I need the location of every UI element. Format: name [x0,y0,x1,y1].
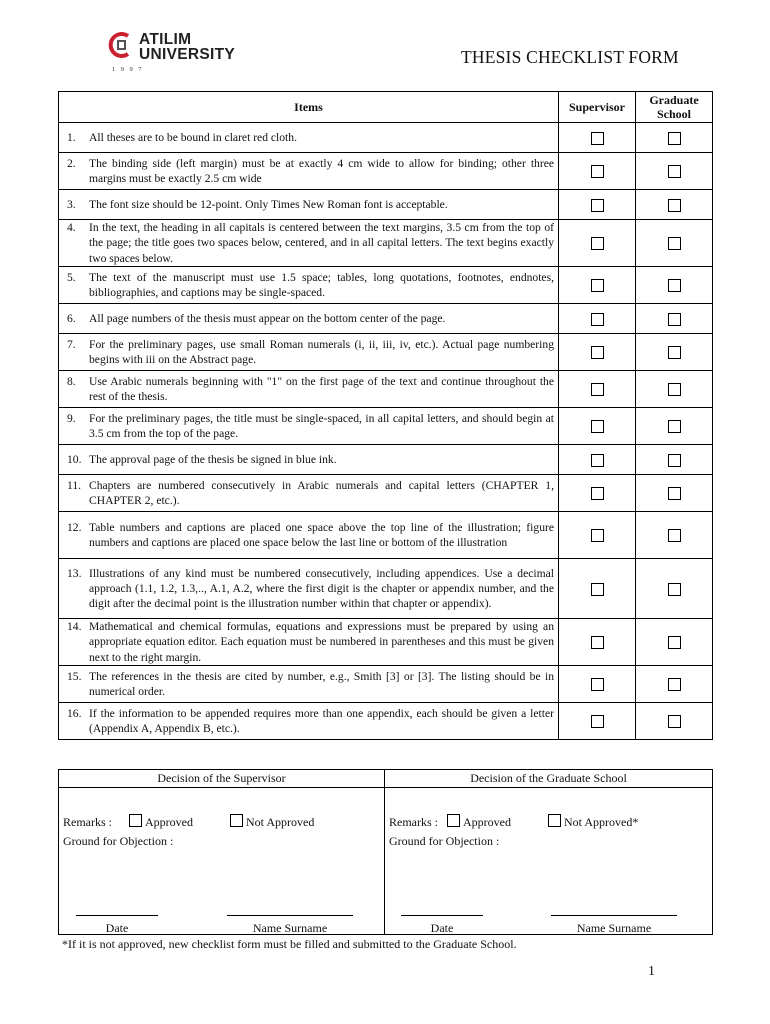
item-cell [59,371,559,408]
supervisor-cell [559,267,636,304]
checklist-table [58,91,713,740]
item-number: 2. [67,156,76,170]
graduate-approved-checkbox[interactable] [447,814,460,827]
graduate-school-cell [636,408,713,445]
item-text: The binding side (left margin) must be at exactly 4 cm wide to allow for binding; other three margins must be exactly 2.5 cm wide [89,156,554,185]
item-cell [59,445,559,475]
item-cell [59,559,559,619]
supervisor-checkbox[interactable] [591,583,604,596]
supervisor-checkbox[interactable] [591,420,604,433]
item-number: 4. [67,221,76,235]
supervisor-name-signature[interactable]: Name Surname [227,915,353,936]
item-cell [59,512,559,559]
table-row [59,304,713,334]
item-number: 11. [67,478,82,492]
supervisor-checkbox[interactable] [591,383,604,396]
table-row [59,190,713,220]
graduate-name-signature[interactable]: Name Surname [551,915,677,936]
graduate-decision-panel [385,788,713,935]
graduate-school-cell [636,371,713,408]
item-number: 12. [67,520,82,534]
supervisor-ground-label: Ground for Objection : [63,834,174,848]
university-name: ATILIM UNIVERSITY [139,31,236,63]
item-number: 16. [67,706,82,720]
table-row [59,666,713,703]
supervisor-header: Supervisor [559,92,636,123]
supervisor-checkbox[interactable] [591,346,604,359]
supervisor-checkbox[interactable] [591,199,604,212]
item-text: Illustrations of any kind must be numbered consecutively, including appendices. Use a decimal approach (1.1, 1.2, 1.3,.., A.1, A.2, where the first digit is the chapter or appendix number, and the digit after the decimal point is the illustration number within that chapter or appendix). [89,566,554,611]
item-number: 6. [67,311,76,325]
item-cell [59,334,559,371]
graduate-school-cell [636,267,713,304]
supervisor-checkbox[interactable] [591,313,604,326]
graduate-school-checkbox[interactable] [668,165,681,178]
item-number: 5. [67,270,76,284]
item-text: Mathematical and chemical formulas, equations and expressions must be prepared by using an appropriate equation editor. Each equation must be numbered in parentheses and this must be given next to the right margin. [89,620,554,664]
supervisor-decision-panel [59,788,385,935]
table-row [59,512,713,559]
item-cell [59,123,559,153]
table-row [59,334,713,371]
graduate-school-checkbox[interactable] [668,678,681,691]
supervisor-cell [559,334,636,371]
supervisor-cell [559,445,636,475]
graduate-remarks-row [389,814,638,830]
supervisor-cell [559,304,636,334]
table-row [59,445,713,475]
supervisor-cell [559,666,636,703]
item-cell [59,666,559,703]
graduate-school-checkbox[interactable] [668,487,681,500]
item-cell [59,475,559,512]
graduate-school-checkbox[interactable] [668,715,681,728]
supervisor-approved-checkbox[interactable] [129,814,142,827]
graduate-school-cell [636,220,713,267]
approved-label: Approved [145,815,193,829]
supervisor-cell [559,703,636,740]
supervisor-checkbox[interactable] [591,165,604,178]
graduate-school-cell [636,619,713,666]
supervisor-checkbox[interactable] [591,529,604,542]
supervisor-cell [559,559,636,619]
item-text: Use Arabic numerals beginning with "1" on the first page of the text and continue throughout the rest of the thesis. [89,374,554,403]
items-header: Items [59,92,559,123]
item-number: 1. [67,130,76,144]
supervisor-cell [559,408,636,445]
item-text: In the text, the heading in all capitals is centered between the text margins, 3.5 cm from the top of the page; the title goes two spaces below, centered, and in all capital letters. The text begins exactly two spaces below. [89,221,554,265]
supervisor-decision-title: Decision of the Supervisor [59,770,385,788]
table-row [59,220,713,267]
item-number: 10. [67,452,82,466]
graduate-ground-label: Ground for Objection : [389,834,500,848]
item-number: 13. [67,566,82,580]
graduate-school-cell [636,703,713,740]
form-title: THESIS CHECKLIST FORM [461,47,679,67]
graduate-school-checkbox[interactable] [668,132,681,145]
page-number: 1 [648,964,655,979]
item-cell [59,304,559,334]
item-text: The text of the manuscript must use 1.5 space; tables, long quotations, footnotes, endnotes, bibliographies, and captions may be single-spaced. [89,270,554,299]
table-row [59,703,713,740]
graduate-school-checkbox[interactable] [668,529,681,542]
graduate-school-checkbox[interactable] [668,636,681,649]
item-text: All page numbers of the thesis must appear on the bottom center of the page. [89,311,446,325]
graduate-school-checkbox[interactable] [668,383,681,396]
graduate-school-cell [636,190,713,220]
item-text: For the preliminary pages, use small Roman numerals (i, ii, iii, iv, etc.). Actual page numbering begins with iii on the Abstract page. [89,337,554,366]
item-cell [59,703,559,740]
graduate-school-cell [636,153,713,190]
graduate-date-signature[interactable]: Date [401,915,483,936]
supervisor-cell [559,619,636,666]
not-approved-label: Not Approved [246,815,315,829]
table-row [59,475,713,512]
item-cell [59,190,559,220]
item-number: 3. [67,197,76,211]
graduate-school-checkbox[interactable] [668,583,681,596]
graduate-school-cell [636,445,713,475]
not-approved-star-label: Not Approved* [564,815,639,829]
footnote: *If it is not approved, new checklist form must be filled and submitted to the Graduate School. [62,937,517,951]
graduate-not-approved-checkbox[interactable] [548,814,561,827]
item-cell [59,153,559,190]
supervisor-not-approved-checkbox[interactable] [230,814,243,827]
supervisor-checkbox[interactable] [591,454,604,467]
item-text: If the information to be appended requires more than one appendix, each should be given a letter (Appendix A, Appendix B, etc.). [89,706,554,735]
item-text: The approval page of the thesis be signed in blue ink. [89,452,337,466]
university-emblem-icon [108,32,134,58]
item-text: All theses are to be bound in claret red cloth. [89,130,297,144]
supervisor-cell [559,220,636,267]
supervisor-checkbox[interactable] [591,279,604,292]
item-number: 14. [67,620,82,634]
supervisor-checkbox[interactable] [591,636,604,649]
item-cell [59,220,559,267]
graduate-school-checkbox[interactable] [668,346,681,359]
supervisor-cell [559,190,636,220]
table-row [59,267,713,304]
supervisor-checkbox[interactable] [591,487,604,500]
graduate-school-checkbox[interactable] [668,454,681,467]
graduate-decision-title: Decision of the Graduate School [385,770,713,788]
supervisor-cell [559,371,636,408]
supervisor-date-signature[interactable]: Date [76,915,158,936]
graduate-school-cell [636,512,713,559]
item-number: 9. [67,411,76,425]
table-row [59,408,713,445]
graduate-school-checkbox[interactable] [668,279,681,292]
graduate-school-checkbox[interactable] [668,199,681,212]
graduate-school-cell [636,666,713,703]
graduate-school-checkbox[interactable] [668,420,681,433]
graduate-school-checkbox[interactable] [668,237,681,250]
supervisor-cell [559,475,636,512]
approved-label: Approved [463,815,511,829]
graduate-school-checkbox[interactable] [668,313,681,326]
supervisor-cell [559,123,636,153]
supervisor-cell [559,153,636,190]
decision-table [58,769,713,935]
item-number: 15. [67,669,82,683]
remarks-label: Remarks : [389,815,438,829]
graduate-school-cell [636,475,713,512]
item-cell [59,619,559,666]
table-row [59,153,713,190]
remarks-label: Remarks : [63,815,112,829]
university-logo [108,30,268,74]
item-text: The font size should be 12-point. Only Times New Roman font is acceptable. [89,197,448,211]
graduate-school-cell [636,334,713,371]
item-cell [59,408,559,445]
supervisor-checkbox[interactable] [591,678,604,691]
supervisor-cell [559,512,636,559]
supervisor-remarks-row [63,814,314,830]
supervisor-checkbox[interactable] [591,237,604,250]
item-number: 8. [67,374,76,388]
table-row [59,619,713,666]
item-text: For the preliminary pages, the title must be single-spaced, in all capital letters, and should begin at 3.5 cm from the top of the page. [89,411,554,440]
item-cell [59,267,559,304]
item-text: The references in the thesis are cited by number, e.g., Smith [3] or [3]. The listing should be in numerical order. [89,669,554,698]
item-text: Chapters are numbered consecutively in Arabic numerals and capital letters (CHAPTER 1, CHAPTER 2, etc.). [89,478,554,507]
founding-year: 1997 [112,66,147,73]
table-header-row [59,92,713,123]
graduate-school-header: Graduate School [636,92,713,123]
graduate-school-cell [636,304,713,334]
item-text: Table numbers and captions are placed one space above the top line of the illustration; figure numbers and captions are placed one space below the last line or bottom of the illustration [89,520,554,549]
table-row [59,559,713,619]
table-row [59,123,713,153]
table-row [59,371,713,408]
item-number: 7. [67,337,76,351]
graduate-school-cell [636,123,713,153]
supervisor-checkbox[interactable] [591,132,604,145]
graduate-school-cell [636,559,713,619]
supervisor-checkbox[interactable] [591,715,604,728]
